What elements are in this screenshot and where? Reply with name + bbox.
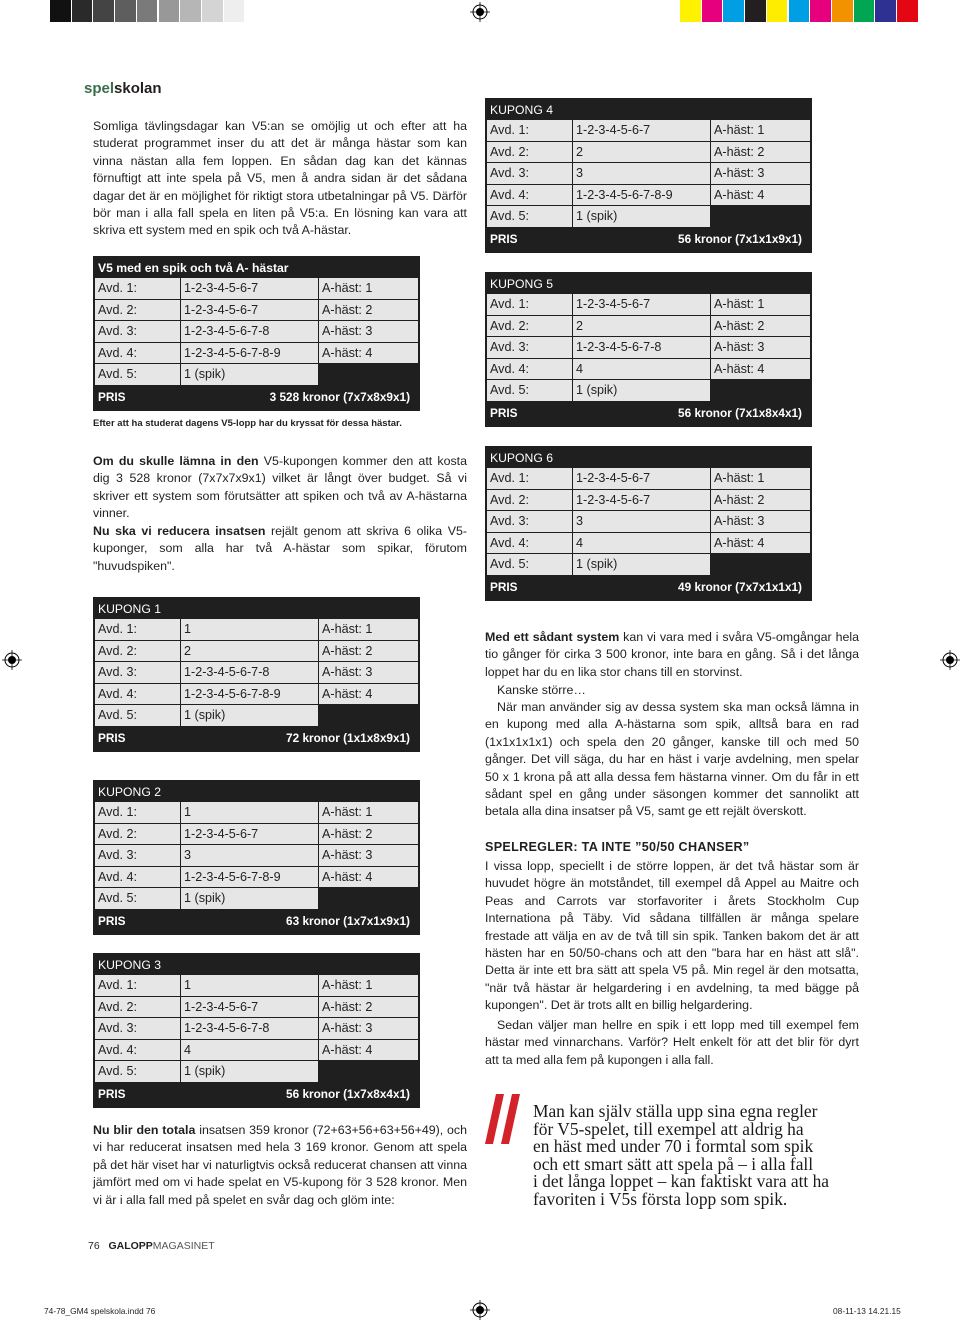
horses-cell: 1-2-3-4-5-6-7 xyxy=(573,120,711,142)
horses-cell: 1-2-3-4-5-6-7-8-9 xyxy=(573,185,711,207)
page-number: 76 xyxy=(88,1240,100,1252)
right-paragraph-1-text: kan vi vara med i svåra V5-omgångar hela tio gånger för cirka 3 500 kronor, inte bara en gång. Så i det långa loppet har du en lika stor chans till en storvinst. xyxy=(485,630,859,679)
a-hast-cell: A-häst: 2 xyxy=(711,142,810,164)
avd-cell: Avd. 2: xyxy=(95,300,181,322)
pris-value: 56 kronor (7x1x1x9x1) xyxy=(678,231,802,246)
horses-cell: 1-2-3-4-5-6-7-8 xyxy=(181,321,319,343)
kupong-3-table xyxy=(93,953,420,1108)
horses-cell: 4 xyxy=(573,359,711,381)
right-paragraph-5: Sedan väljer man hellre en spik i ett lopp med till exempel fem hästar med vinnarchans. Varför? Helt enkelt för att det blir för dyrt att ta med alla fem på kupongen i alla fall. xyxy=(485,1018,859,1067)
horses-cell: 4 xyxy=(573,533,711,555)
a-hast-cell: A-häst: 4 xyxy=(319,343,418,365)
pris-label: PRIS xyxy=(98,1086,126,1101)
paragraph-3 xyxy=(93,523,467,575)
table-row xyxy=(95,1018,418,1040)
intro-paragraph: Somliga tävlingsdagar kan V5:an se omöjlig ut och efter att ha studerat programmet inser du att det är många hästar som kan vinna nästan alla fem loppen. En sådan dag kan det kännas förnuftigt att inte spela på V5, men å andra sidan är det sådana dagar det är en möjlighet för riktigt stora utbetalningar på V5. Därför bör man i alla fall spela en liten på V5:a. En lösning kan vara att skriva ett system med en spik och två A-hästar. xyxy=(93,119,467,238)
table-title: KUPONG 6 xyxy=(490,451,553,465)
paragraph-2-lead: Om du skulle lämna in den xyxy=(93,454,259,468)
right-paragraph-3: När man använder sig av dessa system ska man också lämna in en kupong med alla A-hästarna som spik, alltså bara en rad (1x1x1x1x1) och spela den 20 gånger, kanske till och med 50 gånger. Det vill säga, du har en häst i varje avdelning, men spelar 50 x 1 krona på att alla dessa fem hästarna vinner. Om du får in ett sådant spel en gång under säsongen kommer det sannolikt att betala alla dina insatser på V5, samt ge ett rejält överskott. xyxy=(485,700,859,819)
avd-cell: Avd. 4: xyxy=(95,343,181,365)
pris-value: 49 kronor (7x7x1x1x1) xyxy=(678,579,802,594)
table-caption: Efter att ha studerat dagens V5-lopp har du kryssat för dessa hästar. xyxy=(93,418,402,429)
a-hast-cell: A-häst: 3 xyxy=(319,1018,418,1040)
pris-value: 3 528 kronor (7x7x8x9x1) xyxy=(269,389,410,404)
table-row xyxy=(95,845,418,867)
table-row xyxy=(487,359,810,381)
color-swatch xyxy=(115,0,136,22)
horses-cell: 4 xyxy=(181,1040,319,1062)
pull-quote xyxy=(533,1103,853,1209)
pris-row xyxy=(487,402,810,425)
horses-cell: 1-2-3-4-5-6-7 xyxy=(181,824,319,846)
avd-cell: Avd. 3: xyxy=(487,511,573,533)
table-title: KUPONG 1 xyxy=(98,602,161,616)
avd-cell: Avd. 4: xyxy=(95,867,181,889)
color-swatch xyxy=(854,0,875,22)
table-row xyxy=(95,364,418,386)
a-hast-cell: A-häst: 1 xyxy=(319,278,418,300)
a-hast-cell xyxy=(711,206,810,228)
registration-mark-icon xyxy=(940,650,960,670)
a-hast-cell: A-häst: 3 xyxy=(319,845,418,867)
horses-cell: 1-2-3-4-5-6-7 xyxy=(573,490,711,512)
avd-cell: Avd. 5: xyxy=(95,705,181,727)
table-row xyxy=(95,321,418,343)
table-row xyxy=(95,662,418,684)
a-hast-cell: A-häst: 4 xyxy=(319,867,418,889)
horses-cell: 1 xyxy=(181,975,319,997)
horses-cell: 2 xyxy=(181,641,319,663)
a-hast-cell: A-häst: 3 xyxy=(319,662,418,684)
a-hast-cell: A-häst: 4 xyxy=(711,533,810,555)
table-row xyxy=(487,554,810,576)
v5-table xyxy=(93,256,420,411)
avd-cell: Avd. 3: xyxy=(95,321,181,343)
color-swatch xyxy=(767,0,788,22)
a-hast-cell: A-häst: 3 xyxy=(711,163,810,185)
color-swatch xyxy=(875,0,896,22)
a-hast-cell: A-häst: 2 xyxy=(711,316,810,338)
horses-cell: 3 xyxy=(181,845,319,867)
avd-cell: Avd. 1: xyxy=(95,619,181,641)
a-hast-cell: A-häst: 2 xyxy=(319,300,418,322)
paragraph-3-lead: Nu ska vi reducera insatsen xyxy=(93,524,266,538)
color-swatch xyxy=(832,0,853,22)
a-hast-cell: A-häst: 2 xyxy=(711,490,810,512)
color-swatch xyxy=(810,0,831,22)
color-swatch xyxy=(745,0,766,22)
avd-cell: Avd. 5: xyxy=(487,554,573,576)
table-row xyxy=(487,316,810,338)
a-hast-cell: A-häst: 3 xyxy=(711,337,810,359)
table-row xyxy=(95,867,418,889)
color-swatch xyxy=(723,0,744,22)
table-rows xyxy=(95,975,418,1083)
horses-cell: 1 (spik) xyxy=(181,705,319,727)
table-row xyxy=(487,142,810,164)
pris-row xyxy=(487,228,810,251)
table-row xyxy=(95,619,418,641)
table-row xyxy=(95,1061,418,1083)
table-row xyxy=(487,163,810,185)
pris-row xyxy=(95,910,418,933)
rules-heading: SPELREGLER: TA INTE ”50/50 CHANSER” xyxy=(485,840,750,854)
brand-bold: GALOPP xyxy=(108,1240,153,1252)
avd-cell: Avd. 4: xyxy=(487,359,573,381)
avd-cell: Avd. 4: xyxy=(487,185,573,207)
table-rows xyxy=(487,120,810,228)
a-hast-cell xyxy=(319,364,418,386)
a-hast-cell: A-häst: 3 xyxy=(711,511,810,533)
a-hast-cell: A-häst: 4 xyxy=(319,684,418,706)
registration-mark-icon xyxy=(470,1300,490,1320)
pull-quote-line: för V5-spelet, till exempel att aldrig ha xyxy=(533,1118,804,1139)
pris-value: 63 kronor (1x7x1x9x1) xyxy=(286,913,410,928)
a-hast-cell xyxy=(319,705,418,727)
avd-cell: Avd. 1: xyxy=(487,294,573,316)
table-title: KUPONG 5 xyxy=(490,277,553,291)
pris-row xyxy=(95,1083,418,1106)
avd-cell: Avd. 5: xyxy=(487,206,573,228)
pris-value: 56 kronor (1x7x8x4x1) xyxy=(286,1086,410,1101)
color-swatch xyxy=(680,0,701,22)
avd-cell: Avd. 1: xyxy=(95,975,181,997)
avd-cell: Avd. 2: xyxy=(487,316,573,338)
table-row xyxy=(487,380,810,402)
paragraph-bottom xyxy=(93,1122,467,1209)
a-hast-cell xyxy=(711,380,810,402)
right-paragraph-1-lead: Med ett sådant system xyxy=(485,630,620,644)
kupong-1-table xyxy=(93,597,420,752)
right-paragraph-4: I vissa lopp, speciellt i de större loppen, är det två hästar som är huvudet högre än motståndet, till exempel då Appel au Maitre och Peas and Carrots var storfavoriter i årets Stockholm Cup Internationa på Täby. Vid sådana tillfällen är många spelare frestade att välja en av de två till sin spik. Tanken bakom det är att hästen har en 50/50-chans och att den "bara har en häst att slå". Detta är inte ett bra sätt att spela V5 på. Min regel är den motsatta, "när två hästar är helgardering i en avdelning, ta med bägge på kupongen". Det är trots allt en billig helgardering. xyxy=(485,859,859,1013)
horses-cell: 1 (spik) xyxy=(573,554,711,576)
section-label-part2: skolan xyxy=(114,80,162,97)
avd-cell: Avd. 2: xyxy=(95,824,181,846)
color-swatch xyxy=(202,0,223,22)
table-rows xyxy=(487,294,810,402)
page-footer xyxy=(88,1240,215,1252)
color-swatch xyxy=(50,0,71,22)
a-hast-cell: A-häst: 3 xyxy=(319,321,418,343)
a-hast-cell xyxy=(711,554,810,576)
horses-cell: 1-2-3-4-5-6-7 xyxy=(181,278,319,300)
color-swatch xyxy=(897,0,918,22)
pull-quote-line: favoriten i V5s första lopp som spik. xyxy=(533,1188,788,1209)
pull-quote-line: en häst med under 70 i formtal som spik xyxy=(533,1136,814,1157)
table-rows xyxy=(95,278,418,386)
table-row xyxy=(95,705,418,727)
horses-cell: 3 xyxy=(573,511,711,533)
horses-cell: 1 xyxy=(181,802,319,824)
avd-cell: Avd. 5: xyxy=(95,888,181,910)
pris-label: PRIS xyxy=(490,231,518,246)
table-row xyxy=(95,343,418,365)
pris-label: PRIS xyxy=(98,389,126,404)
horses-cell: 1 (spik) xyxy=(573,206,711,228)
pris-label: PRIS xyxy=(98,730,126,745)
pris-label: PRIS xyxy=(490,579,518,594)
a-hast-cell: A-häst: 1 xyxy=(711,294,810,316)
table-title: KUPONG 4 xyxy=(490,103,553,117)
table-rows xyxy=(487,468,810,576)
pull-quote-line: i det långa loppet – kan faktiskt vara att ha xyxy=(533,1171,830,1192)
kupong-4-table xyxy=(485,98,812,253)
a-hast-cell: A-häst: 4 xyxy=(319,1040,418,1062)
avd-cell: Avd. 2: xyxy=(487,142,573,164)
horses-cell: 1 (spik) xyxy=(181,1061,319,1083)
horses-cell: 1-2-3-4-5-6-7 xyxy=(573,294,711,316)
a-hast-cell xyxy=(319,1061,418,1083)
avd-cell: Avd. 3: xyxy=(95,662,181,684)
paragraph-2-text: V5-kupongen kommer den att kosta dig 3 528 kronor (7x7x7x9x1) vilket är långt över budget. Så vi skriver ett system som förutsätter att spiken och två av A-hästarna vinner. xyxy=(93,454,467,521)
paragraph-bottom-text: insatsen 359 kronor (72+63+56+63+56+49), och vi har reducerat insatsen med hela 3 169 kronor. Genom att spela på det här viset har vi naturligtvis också reducerat chansen att vinna jämfört med om vi hade spelat en V5-kupong för 3 528 kronor. Men vi är i alla fall med på spelet en svår dag och glöm inte: xyxy=(93,1123,467,1207)
avd-cell: Avd. 4: xyxy=(487,533,573,555)
table-row xyxy=(95,684,418,706)
horses-cell: 1-2-3-4-5-6-7 xyxy=(181,997,319,1019)
registration-mark-icon xyxy=(470,2,490,22)
paragraph-3-text: rejält genom att skriva 6 olika V5-kuponger, som alla har två A-hästar som spikar, förutom "huvudspiken". xyxy=(93,524,467,573)
table-row xyxy=(95,300,418,322)
color-swatch xyxy=(224,0,245,22)
horses-cell: 1-2-3-4-5-6-7-8 xyxy=(573,337,711,359)
table-row xyxy=(487,120,810,142)
avd-cell: Avd. 2: xyxy=(95,997,181,1019)
pris-row xyxy=(95,386,418,409)
table-row xyxy=(487,185,810,207)
table-row xyxy=(487,511,810,533)
horses-cell: 1-2-3-4-5-6-7-8-9 xyxy=(181,867,319,889)
horses-cell: 1-2-3-4-5-6-7-8 xyxy=(181,1018,319,1040)
table-row xyxy=(487,294,810,316)
pris-row xyxy=(487,576,810,599)
horses-cell: 1-2-3-4-5-6-7 xyxy=(181,300,319,322)
table-row xyxy=(95,802,418,824)
color-swatch xyxy=(137,0,158,22)
table-title: KUPONG 2 xyxy=(98,785,161,799)
horses-cell: 1-2-3-4-5-6-7-8 xyxy=(181,662,319,684)
section-label-part1: spel xyxy=(84,80,115,97)
table-row xyxy=(487,533,810,555)
pris-row xyxy=(95,727,418,750)
avd-cell: Avd. 3: xyxy=(95,845,181,867)
paragraph-bottom-lead: Nu blir den totala xyxy=(93,1123,196,1137)
color-swatch xyxy=(159,0,180,22)
kupong-2-table xyxy=(93,780,420,935)
avd-cell: Avd. 2: xyxy=(487,490,573,512)
horses-cell: 3 xyxy=(573,163,711,185)
table-rows xyxy=(95,619,418,727)
right-paragraph-2: Kanske större… xyxy=(497,683,586,697)
section-label xyxy=(84,80,162,97)
color-swatch xyxy=(702,0,723,22)
horses-cell: 2 xyxy=(573,316,711,338)
a-hast-cell: A-häst: 1 xyxy=(711,468,810,490)
pris-value: 72 kronor (1x1x8x9x1) xyxy=(286,730,410,745)
table-row xyxy=(95,641,418,663)
a-hast-cell: A-häst: 2 xyxy=(319,997,418,1019)
avd-cell: Avd. 3: xyxy=(95,1018,181,1040)
table-row xyxy=(487,468,810,490)
avd-cell: Avd. 3: xyxy=(487,163,573,185)
a-hast-cell: A-häst: 2 xyxy=(319,641,418,663)
table-row xyxy=(95,888,418,910)
a-hast-cell: A-häst: 1 xyxy=(319,975,418,997)
pris-label: PRIS xyxy=(98,913,126,928)
horses-cell: 1 (spik) xyxy=(181,888,319,910)
color-swatch xyxy=(72,0,93,22)
table-row xyxy=(95,975,418,997)
table-row xyxy=(95,1040,418,1062)
slug-timestamp: 08-11-13 14.21.15 xyxy=(833,1306,901,1316)
a-hast-cell: A-häst: 2 xyxy=(319,824,418,846)
a-hast-cell xyxy=(319,888,418,910)
table-row xyxy=(95,278,418,300)
avd-cell: Avd. 4: xyxy=(95,1040,181,1062)
horses-cell: 1 (spik) xyxy=(573,380,711,402)
table-title: KUPONG 3 xyxy=(98,958,161,972)
avd-cell: Avd. 5: xyxy=(487,380,573,402)
a-hast-cell: A-häst: 1 xyxy=(711,120,810,142)
color-swatch xyxy=(789,0,810,22)
slug-filename: 74-78_GM4 spelskola.indd 76 xyxy=(44,1306,156,1316)
right-paragraph-1 xyxy=(485,629,859,681)
horses-cell: 2 xyxy=(573,142,711,164)
quote-mark-icon xyxy=(485,1094,521,1144)
avd-cell: Avd. 1: xyxy=(487,468,573,490)
avd-cell: Avd. 1: xyxy=(487,120,573,142)
horses-cell: 1-2-3-4-5-6-7-8-9 xyxy=(181,684,319,706)
brand-light: MAGASINET xyxy=(152,1240,215,1252)
avd-cell: Avd. 3: xyxy=(487,337,573,359)
horses-cell: 1 xyxy=(181,619,319,641)
table-row xyxy=(487,337,810,359)
a-hast-cell: A-häst: 1 xyxy=(319,619,418,641)
avd-cell: Avd. 1: xyxy=(95,278,181,300)
pull-quote-line: Man kan själv ställa upp sina egna regler xyxy=(533,1101,818,1121)
table-row xyxy=(487,206,810,228)
horses-cell: 1-2-3-4-5-6-7-8-9 xyxy=(181,343,319,365)
avd-cell: Avd. 4: xyxy=(95,684,181,706)
table-row xyxy=(95,824,418,846)
color-swatch xyxy=(93,0,114,22)
table-row xyxy=(487,490,810,512)
horses-cell: 1 (spik) xyxy=(181,364,319,386)
pris-value: 56 kronor (7x1x8x4x1) xyxy=(678,405,802,420)
kupong-5-table xyxy=(485,272,812,427)
avd-cell: Avd. 1: xyxy=(95,802,181,824)
kupong-6-table xyxy=(485,446,812,601)
avd-cell: Avd. 5: xyxy=(95,364,181,386)
table-rows xyxy=(95,802,418,910)
a-hast-cell: A-häst: 4 xyxy=(711,359,810,381)
a-hast-cell: A-häst: 1 xyxy=(319,802,418,824)
table-row xyxy=(95,997,418,1019)
pull-quote-line: och ett smart sätt att spela på – i alla fall xyxy=(533,1153,814,1174)
horses-cell: 1-2-3-4-5-6-7 xyxy=(573,468,711,490)
a-hast-cell: A-häst: 4 xyxy=(711,185,810,207)
paragraph-2 xyxy=(93,453,467,523)
registration-mark-icon xyxy=(2,650,22,670)
table-title: V5 med en spik och två A- hästar xyxy=(98,261,289,275)
color-swatch xyxy=(180,0,201,22)
avd-cell: Avd. 2: xyxy=(95,641,181,663)
avd-cell: Avd. 5: xyxy=(95,1061,181,1083)
pris-label: PRIS xyxy=(490,405,518,420)
